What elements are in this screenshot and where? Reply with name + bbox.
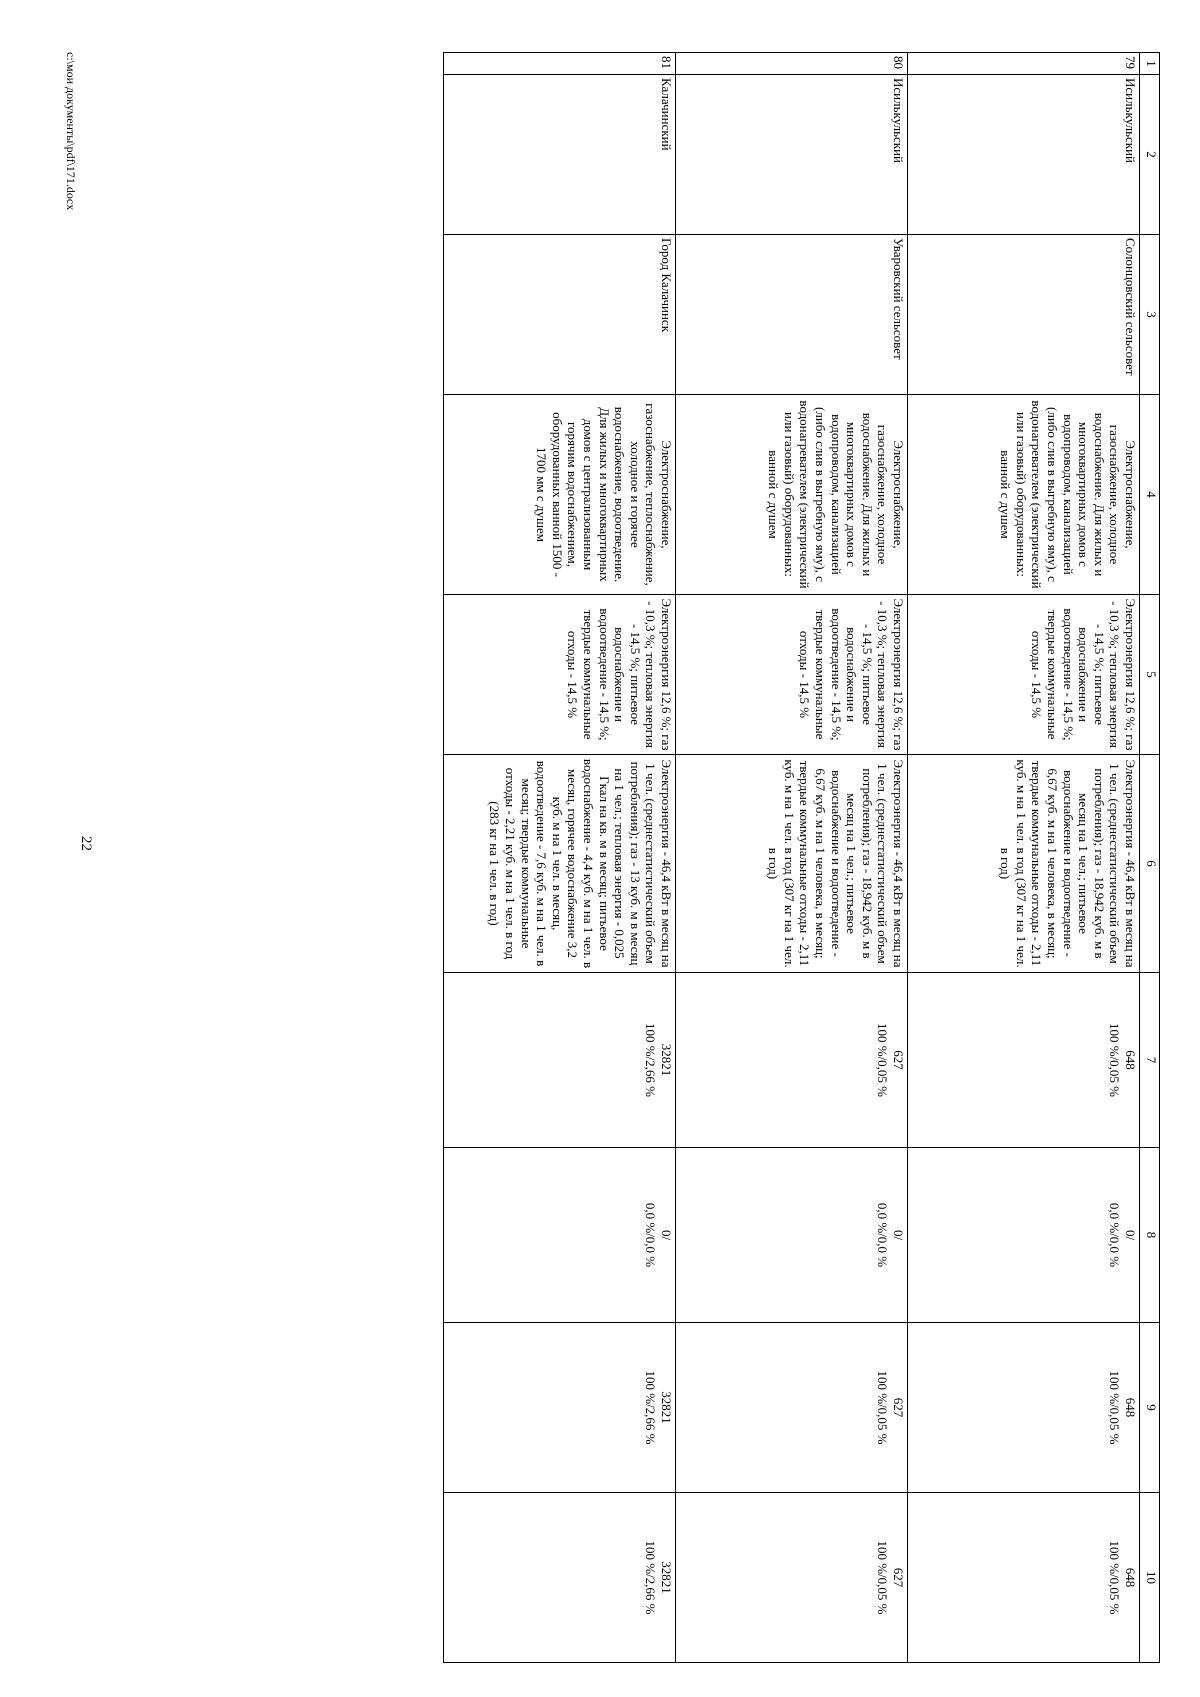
col8-cell: 0/ 0,0 %/0,0 % xyxy=(676,1148,908,1323)
norms-cell: Электроэнергия - 46,4 кВт в месяц на 1 чел. (среднестатистический объем потребления); газ - 18,942 куб. м в месяц на 1 чел.; питьевое водоснабжение и водоотведение - 6,67 куб. м на 1 человека, в месяц; твердые коммунальные отходы - 2,11 куб. м на 1 чел. в год (307 кг на 1 чел. в год) xyxy=(676,755,908,973)
utilities-cell: Электроснабжение, газоснабжение, теплоснабжение, холодное и горячее водоснабжение, водоотведение. Для жилых и многоквартирных домов с централизованным горячим водоснабжением, оборудованных ванной 1500 - 1700 мм с душем xyxy=(444,395,676,595)
col9-cell: 627 100 %/0,05 % xyxy=(676,1323,908,1493)
district-cell: Исилькульский xyxy=(908,75,1140,235)
col10-cell: 627 100 %/0,05 % xyxy=(676,1493,908,1663)
col7-cell: 627 100 %/0,05 % xyxy=(676,973,908,1148)
utilities-cell: Электроснабжение, газоснабжение, холодное водоснабжение. Для жилых и многоквартирных домов с водопроводом, канализацией (либо слив в выгребную яму), с водонагревателем (электрический или газовый) оборудованных: ванной с душем xyxy=(908,395,1140,595)
settlement-cell: Солонцовский сельсовет xyxy=(908,235,1140,395)
column-number: 1 xyxy=(1140,53,1160,75)
settlement-cell: Город Калачинск xyxy=(444,235,676,395)
col10-cell: 648 100 %/0,05 % xyxy=(908,1493,1140,1663)
col7-cell: 32821 100 %/2,66 % xyxy=(444,973,676,1148)
column-number-row xyxy=(1140,53,1160,1663)
shares-cell: Электроэнергия 12,6 %; газ - 10,3 %; тепловая энергия - 14,5 %; питьевое водоснабжение и водоотведение - 14,5 %; твердые коммунальные отходы - 14,5 % xyxy=(908,595,1140,755)
row-number-cell: 79 xyxy=(908,53,1140,75)
col7-cell: 648 100 %/0,05 % xyxy=(908,973,1140,1148)
norms-cell: Электроэнергия - 46,4 кВт в месяц на 1 чел. (среднестатистический объем потребления); газ - 18,942 куб. м в месяц на 1 чел.; питьевое водоснабжение и водоотведение - 6,67 куб. м на 1 человека, в месяц; твердые коммунальные отходы - 2,11 куб. м на 1 чел. в год (307 кг на 1 чел. в год) xyxy=(908,755,1140,973)
settlement-cell: Уваровский сельсовет xyxy=(676,235,908,395)
col8-cell: 0/ 0,0 %/0,0 % xyxy=(444,1148,676,1323)
row-number-cell: 80 xyxy=(676,53,908,75)
table-row xyxy=(676,53,908,1663)
norms-cell: Электроэнергия - 46,4 кВт в месяц на 1 чел. (среднестатистический объем потребления); газ - 13 куб. м в месяц на 1 чел.; тепловая энергия - 0,025 Гкал на кв. м в месяц; питьевое водоснабжение - 4,4 куб. м на 1 чел. в месяц, горячее водоснабжение 3,2 куб. м на 1 чел. в месяц, водоотведение - 7,6 куб. м на 1 чел. в месяц; твердые коммунальные отходы - 2,21 куб. м на 1 чел. в год (283 кг на 1 чел. в год) xyxy=(444,755,676,973)
file-path-footer: c:\мои документы\pdf\171.docx xyxy=(64,52,78,211)
data-table-wrapper xyxy=(150,52,1160,1662)
column-number: 9 xyxy=(1140,1323,1160,1493)
col8-cell: 0/ 0,0 %/0,0 % xyxy=(908,1148,1140,1323)
page-number: 22 xyxy=(78,836,94,851)
shares-cell: Электроэнергия 12,6 %; газ - 10,3 %; тепловая энергия - 14,5 %; питьевое водоснабжение и водоотведение - 14,5 %; твердые коммунальные отходы - 14,5 % xyxy=(676,595,908,755)
table-row xyxy=(444,53,676,1663)
column-number: 3 xyxy=(1140,235,1160,395)
data-table xyxy=(443,52,1160,1663)
utilities-cell: Электроснабжение, газоснабжение, холодное водоснабжение. Для жилых и многоквартирных домов с водопроводом, канализацией (либо слив в выгребную яму), с водонагревателем (электрический или газовый) оборудованных: ванной с душем xyxy=(676,395,908,595)
column-number: 7 xyxy=(1140,973,1160,1148)
col9-cell: 648 100 %/0,05 % xyxy=(908,1323,1140,1493)
column-number: 4 xyxy=(1140,395,1160,595)
row-number-cell: 81 xyxy=(444,53,676,75)
column-number: 5 xyxy=(1140,595,1160,755)
table-row xyxy=(908,53,1140,1663)
column-number: 6 xyxy=(1140,755,1160,973)
col10-cell: 32821 100 %/2,66 % xyxy=(444,1493,676,1663)
district-cell: Исилькульский xyxy=(676,75,908,235)
column-number: 10 xyxy=(1140,1493,1160,1663)
column-number: 2 xyxy=(1140,75,1160,235)
rotated-page xyxy=(40,26,1160,1680)
col9-cell: 32821 100 %/2,66 % xyxy=(444,1323,676,1493)
district-cell: Калачинский xyxy=(444,75,676,235)
shares-cell: Электроэнергия 12,6 %; газ - 10,3 %; тепловая энергия - 14,5 %; питьевое водоснабжение и водоотведение - 14,5 %; твердые коммунальные отходы - 14,5 % xyxy=(444,595,676,755)
column-number: 8 xyxy=(1140,1148,1160,1323)
